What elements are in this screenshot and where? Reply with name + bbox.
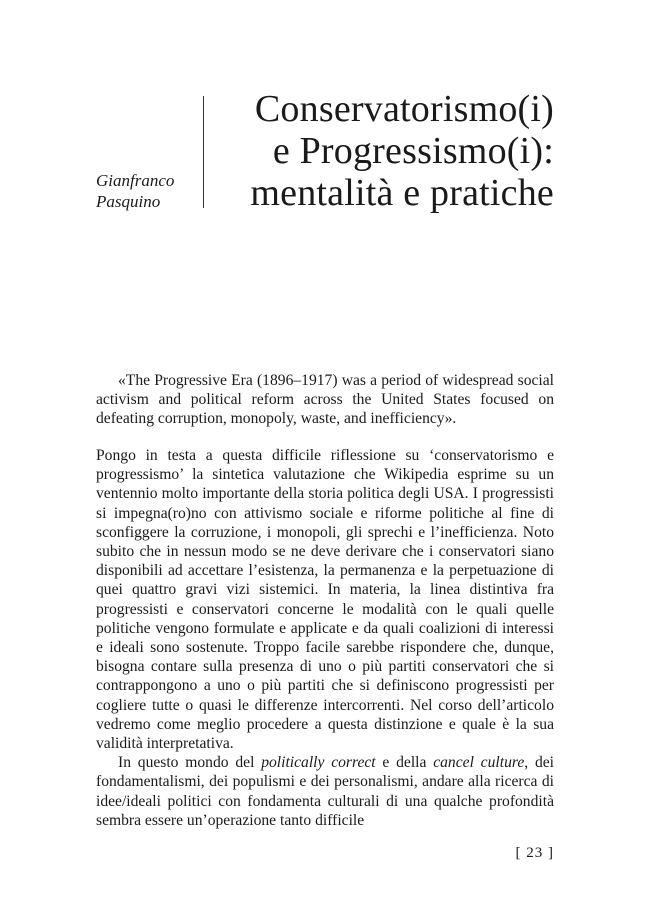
author-first-name: Gianfranco	[96, 171, 175, 190]
epigraph-quote	[96, 371, 554, 429]
title-line-1: Conservatorismo(i)	[254, 88, 554, 130]
paragraph-2	[96, 753, 554, 830]
article-body	[96, 446, 554, 830]
article-title	[250, 88, 554, 214]
italic-term-cancel-culture: cancel culture	[433, 754, 525, 772]
title-divider	[203, 96, 204, 208]
title-line-3: mentalità e pratiche	[250, 172, 554, 214]
author-name	[96, 170, 174, 212]
title-line-2: e Progressismo(i):	[272, 130, 554, 172]
author-last-name: Pasquino	[96, 192, 161, 211]
paragraph-2-text-a: In questo mondo del	[118, 754, 262, 772]
paragraph-2-text-c: , dei fondamentalismi, dei populismi e dei personalismi, andare alla ricerca di idee/ideali politici con fondamenta culturali di una qualche profondità sembra essere un’operazione tanto difficile	[96, 754, 555, 829]
paragraph-2-text-b: e della	[375, 754, 434, 772]
paragraph-1: Pongo in testa a questa difficile riflessione su ‘conservatorismo e progressismo’ la sintetica valutazione che Wikipedia esprime su un ventennio molto importante della storia politica degli USA. I progressisti si impegna(ro)no con attivismo sociale e riforme politiche al fine di sconfiggere la corruzione, i monopoli, gli sprechi e l’inefficienza. Noto subito che in nessun modo se ne deve derivare che i conservatori siano disponibili ad accettare l’esistenza, la permanenza e la perpetuazione di quei quattro gravi vizi sistemici. In materia, la linea distintiva fra progressisti e conservatori concerne le modalità con le quali quelle politiche vengono formulate e applicate e da quali coalizioni di interessi e ideali sono sostenute. Troppo facile sarebbe rispondere che, dunque, bisogna contare sulla presenza di uno o più partiti conservatori che si contrappongono a uno o più partiti che si definiscono progressisti per cogliere tutte o quasi le differenze intercorrenti. Nel corso dell’articolo vedremo come meglio procedere a questa distinzione e quale è la sua validità interpretativa.	[96, 447, 554, 753]
italic-term-politically-correct: politically correct	[261, 754, 376, 772]
page-number: [ 23 ]	[515, 845, 554, 861]
quote-text: «The Progressive Era (1896–1917) was a period of widespread social activism and political reform across the United States focused on defeating corruption, monopoly, waste, and inefficiency».	[96, 372, 554, 428]
